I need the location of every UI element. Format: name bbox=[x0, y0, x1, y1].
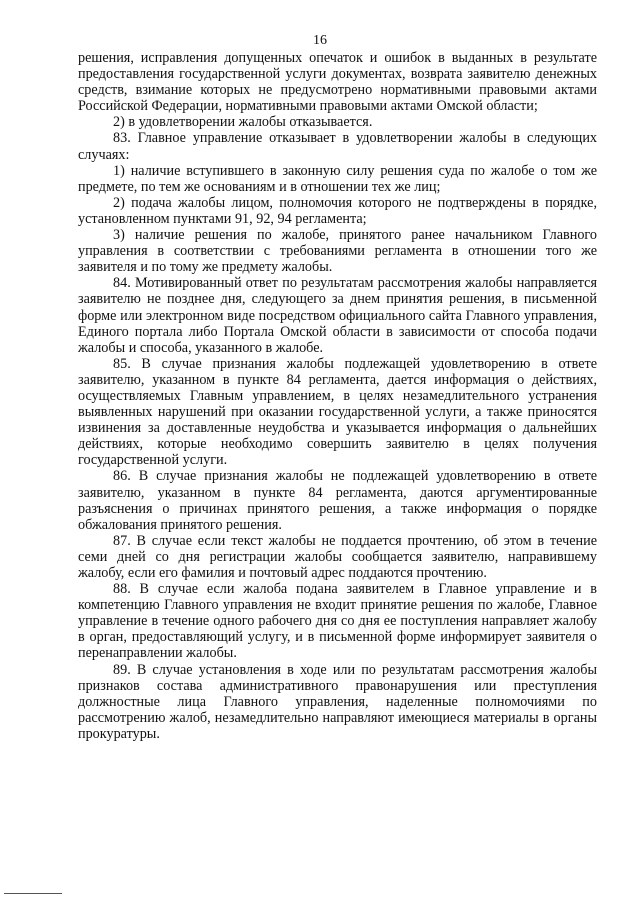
paragraph-83: 83. Главное управление отказывает в удовлетворении жалобы в следующих случаях: bbox=[78, 130, 597, 163]
paragraph-84: 84. Мотивированный ответ по результатам рассмотрения жалобы направляется заявителю не позднее дня, следующего за днем принятия решения, в письменной форме или электронном виде посредством официального сайта Главного управления, Единого портала либо Портала Омской области в зависимости от способа подачи жалобы и способа, указанного в жалобе. bbox=[78, 275, 597, 356]
paragraph-item-2-refuse: 2) в удовлетворении жалобы отказывается. bbox=[113, 114, 373, 131]
paragraph-87: 87. В случае если текст жалобы не поддается прочтению, об этом в течение семи дней со дня регистрации жалобы сообщается заявителю, направившему жалобу, если его фамилия и почтовый адрес поддаются прочтению. bbox=[78, 532, 597, 581]
document-body bbox=[78, 50, 597, 742]
page-number: 16 bbox=[313, 33, 327, 48]
paragraph-88: 88. В случае если жалоба подана заявителем в Главное управление и в компетенцию Главного управления не входит принятие решения по жалобе, Главное управление в течение одного рабочего дня со дня ее поступления направляет жалобу в орган, предоставляющий услугу, и в письменной форме информирует заявителя о перенаправлении жалобы. bbox=[78, 581, 597, 662]
paragraph-83-item-1: 1) наличие вступившего в законную силу решения суда по жалобе о том же предмете, по тем же основаниям и в отношении тех же лиц; bbox=[78, 162, 597, 195]
footer-divider bbox=[4, 893, 62, 894]
paragraph-86: 86. В случае признания жалобы не подлежащей удовлетворению в ответе заявителю, указанном в пункте 84 регламента, даются аргументированные разъяснения о причинах принятого решения, а также информация о порядке обжалования принятого решения. bbox=[78, 468, 597, 533]
paragraph-continuation: решения, исправления допущенных опечаток и ошибок в выданных в результате предоставления государственной услуги документах, возврата заявителю денежных средств, взимание которых не предусмотрено нормативными правовыми актами Российской Федерации, нормативными правовыми актами Омской области; bbox=[78, 50, 597, 115]
paragraph-85: 85. В случае признания жалобы подлежащей удовлетворению в ответе заявителю, указанном в пункте 84 регламента, дается информация о действиях, осуществляемых Главным управлением, в целях незамедлительного устранения выявленных нарушений при оказании государственной услуги, а также приносятся извинения за доставленные неудобства и указывается информация о дальнейших действиях, которые необходимо совершить заявителю в целях получения государственной услуги. bbox=[78, 355, 597, 469]
paragraph-83-item-3: 3) наличие решения по жалобе, принятого ранее начальником Главного управления в соответствии с требованиями регламента в отношении того же заявителя и по тому же предмету жалобы. bbox=[78, 227, 597, 276]
paragraph-89: 89. В случае установления в ходе или по результатам рассмотрения жалобы признаков состава административного правонарушения или преступления должностные лица Главного управления, наделенные полномочиями по рассмотрению жалоб, незамедлительно направляют имеющиеся материалы в органы прокуратуры. bbox=[78, 661, 597, 742]
paragraph-83-item-2: 2) подача жалобы лицом, полномочия которого не подтверждены в порядке, установленном пунктами 91, 92, 94 регламента; bbox=[78, 194, 597, 227]
